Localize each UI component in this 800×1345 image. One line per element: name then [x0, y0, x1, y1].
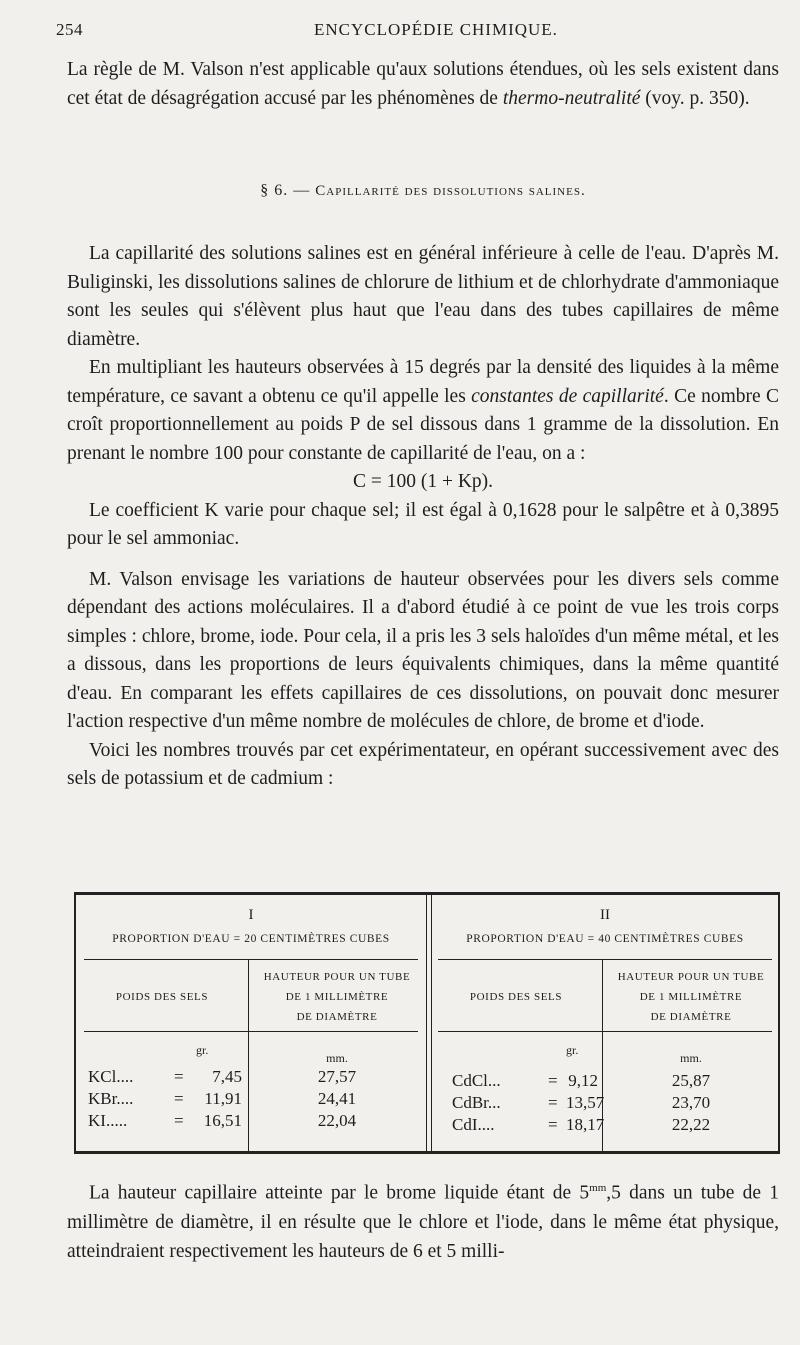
table-panel-potassium: I PROPORTION D'EAU = 20 CENTIMÈTRES CUBES POIDS DES SELS HAUTEUR POUR UN TUBE DE 1 MILLIMÈTRE DE DIAMÈTRE gr. mm. KCl.... = 7,45 27,57 KBr.... = 11,91 24,41 KI..... = 16,51 22,04: [76, 895, 426, 1151]
column-header-weight: POIDS DES SELS: [469, 991, 563, 1003]
paragraph-coefficient: Le coefficient K varie pour chaque sel; il est égal à 0,1628 pour le salpêtre et à 0,3895 pour le sel ammoniac.: [67, 499, 779, 549]
column-header-height: HAUTEUR POUR UN TUBE DE 1 MILLIMÈTRE DE DIAMÈTRE: [617, 971, 765, 1023]
unit-grams: gr.: [196, 1043, 209, 1057]
water-proportion: PROPORTION D'EAU = 40 CENTIMÈTRES CUBES: [466, 933, 744, 945]
term-thermoneutralite: thermo-neutralité: [502, 87, 641, 109]
running-title: ENCYCLOPÉDIE CHIMIQUE.: [314, 20, 558, 39]
unit-millimeters: mm.: [680, 1051, 702, 1065]
page-number: 254: [56, 20, 83, 39]
unit-grams: gr.: [566, 1043, 579, 1057]
body-text: [67, 240, 779, 794]
panel-number: I: [248, 907, 254, 923]
capillarity-formula: C = 100 (1 + Kp).: [352, 471, 494, 492]
water-proportion: PROPORTION D'EAU = 20 CENTIMÈTRES CUBES: [112, 933, 390, 945]
section-heading: [67, 182, 779, 200]
paragraph-buliginski: La capillarité des solutions salines est en général inférieure à celle de l'eau. D'après M. Buliginski, les dissolutions salines de chlorure de lithium et de chlorhydrate d'ammoniaque sont les seules qui s'élèvent plus haut que l'eau dans des tubes capillaires de même diamètre.: [67, 243, 779, 350]
closing-paragraph: La hauteur capillaire atteinte par le brome liquide étant de $5^{mm},5$ dans un tube de 1 millimètre de diamètre, il en résulte que le chlore et l'iode, dans le même état physique, atteindraient respectivement les hauteurs de 6 et 5 milli-: [67, 1182, 779, 1262]
panel-number: II: [600, 907, 610, 923]
table-panel-cadmium: II PROPORTION D'EAU = 40 CENTIMÈTRES CUBES POIDS DES SELS HAUTEUR POUR UN TUBE DE 1 MILLIMÈTRE DE DIAMÈTRE gr. mm. CdCl... = 9,12 25,87 CdBr... = 13,57 23,70 CdI.... = 18,17 22,22: [430, 895, 780, 1151]
paragraph-constantes: En multipliant les hauteurs observées à 15 degrés par la densité des liquides à la même température, ce savant a obtenu ce qu'il appelle les constantes de capillarité. Ce nombre C croît proportionnellement au poids P de sel dissous dans 1 gramme de la dissolution. En prenant le nombre 100 pour constante de capillarité de l'eau, on a :: [67, 357, 780, 464]
intro-paragraph: La règle de M. Valson n'est applicable qu'aux solutions étendues, où les sels existent dans cet état de désagrégation accusé par les phénomènes de thermo-neutralité (voy. p. 350).: [67, 59, 779, 109]
term-constantes: constantes de capillarité: [471, 385, 664, 407]
section-number: § 6. —: [260, 182, 316, 199]
column-header-height: HAUTEUR POUR UN TUBE DE 1 MILLIMÈTRE DE DIAMÈTRE: [263, 971, 411, 1023]
capillarity-table: [74, 892, 780, 1154]
paragraph-valson: M. Valson envisage les variations de hauteur observées pour les divers sels comme dépendant des actions moléculaires. Il a d'abord étudié à ce point de vue les trois corps simples : chlore, brome, iode. Pour cela, il a pris les 3 sels haloïdes d'un même métal, et les a dissous, dans les proportions de leurs équivalents chimiques, dans la même quantité d'eau. En comparant les effets capillaires de ces dissolutions, on pouvait donc mesurer l'action respective d'un même nombre de molécules de chlore, de brome et d'iode.: [67, 568, 779, 732]
unit-millimeters: mm.: [326, 1051, 348, 1065]
column-header-weight: POIDS DES SELS: [115, 991, 209, 1003]
paragraph-voici: Voici les nombres trouvés par cet expérimentateur, en opérant successivement avec des sels de potassium et de cadmium :: [67, 739, 779, 789]
section-title: Capillarité des dissolutions salines.: [315, 183, 586, 199]
page-header: [56, 20, 780, 48]
